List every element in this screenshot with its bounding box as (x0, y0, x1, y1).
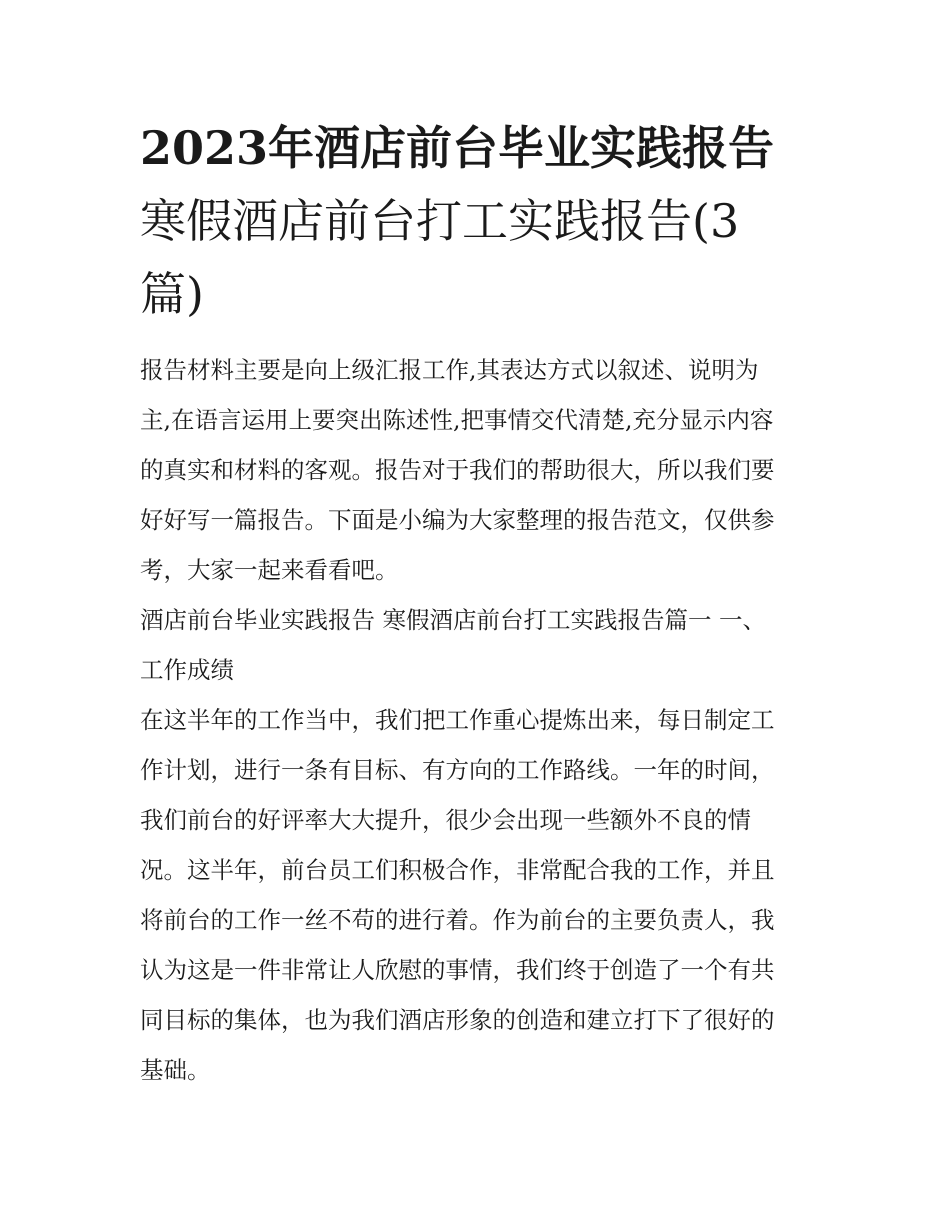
work-results-paragraph (140, 695, 812, 1095)
text-line: 作计划，进行一条有目标、有方向的工作路线。一年的时间， (140, 756, 775, 784)
text-line: 基础。 (140, 1056, 211, 1084)
text-line: 酒店前台毕业实践报告 寒假酒店前台打工实践报告篇一 一、 (140, 606, 766, 634)
text-line: 将前台的工作一丝不苟的进行着。作为前台的主要负责人，我 (140, 906, 775, 934)
text-line: 认为这是一件非常让人欣慰的事情，我们终于创造了一个有共 (140, 956, 775, 984)
title-line: 篇) (140, 267, 204, 321)
text-line: 考，大家一起来看看吧。 (140, 556, 399, 584)
text-line: 的真实和材料的客观。报告对于我们的帮助很大，所以我们要 (140, 456, 775, 484)
text-line: 报告材料主要是向上级汇报工作,其表达方式以叙述、说明为 (140, 356, 759, 384)
text-line: 在这半年的工作当中，我们把工作重心提炼出来，每日制定工 (140, 706, 775, 734)
text-line: 况。这半年，前台员工们积极合作，非常配合我的工作，并且 (140, 856, 775, 884)
document-body (140, 345, 812, 1095)
title-line: 寒假酒店前台打工实践报告(3 (140, 194, 740, 248)
document-page (140, 112, 812, 1095)
text-line: 我们前台的好评率大大提升，很少会出现一些额外不良的情 (140, 806, 751, 834)
section-heading-paragraph (140, 595, 812, 695)
text-line: 好好写一篇报告。下面是小编为大家整理的报告范文，仅供参 (140, 506, 775, 534)
text-line: 同目标的集体，也为我们酒店形象的创造和建立打下了很好的 (140, 1006, 775, 1034)
title-line: 2023年酒店前台毕业实践报告 (140, 121, 775, 175)
text-line: 工作成绩 (140, 656, 234, 684)
intro-paragraph (140, 345, 812, 595)
document-title (140, 112, 812, 331)
text-line: 主,在语言运用上要突出陈述性,把事情交代清楚,充分显示内容 (140, 406, 774, 434)
